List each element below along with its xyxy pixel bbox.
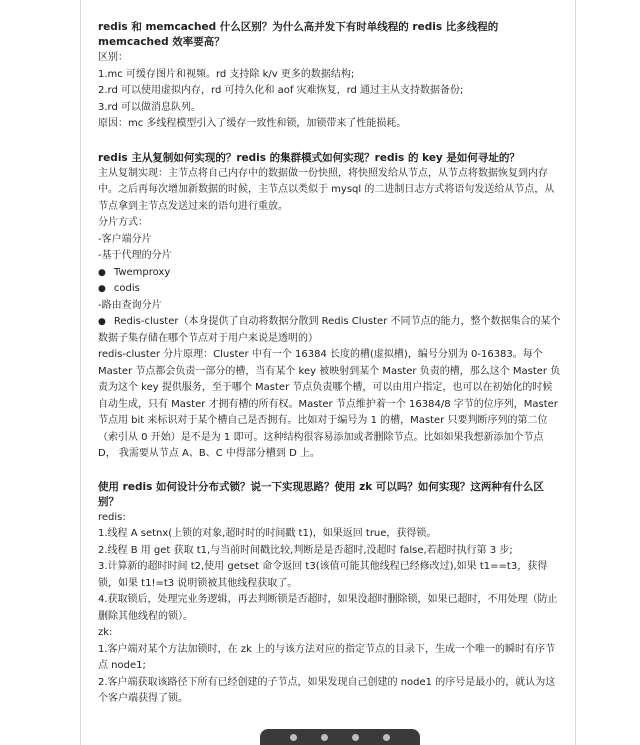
text-line: 3.rd 可以做消息队列。 — [98, 101, 202, 113]
toolbar-dot-icon[interactable] — [290, 734, 297, 741]
question-heading: redis 和 memcached 什么区别？为什么高并发下有时单线程的 redis 比多线程的 memcached 效率要高？ — [98, 21, 499, 48]
text-line: zk: — [98, 627, 113, 638]
text-line: 区别： — [98, 52, 128, 63]
toolbar-dot-icon[interactable] — [383, 734, 390, 741]
toolbar-dot-icon[interactable] — [352, 734, 359, 741]
section-distributed-lock — [98, 480, 562, 708]
question-heading: redis 主从复制如何实现的？redis 的集群模式如何实现？redis 的 key 是如何寻址的？ — [98, 151, 520, 164]
bullet-item: ● Redis-cluster（本身提供了自动将数据分散到 Redis Cluster 不同节点的能力，整个数据集合的某个数据子集存储在哪个节点对于用户来说是透明的） — [98, 314, 562, 347]
text-line: 原因：mc 多线程模型引入了缓存一致性和锁，加锁带来了性能损耗。 — [98, 118, 407, 129]
bullet-item: ● codis — [98, 281, 562, 298]
spacer — [98, 133, 562, 151]
bullet-item: ● Twemproxy — [98, 265, 562, 282]
list-item: 1.客户端对某个方法加锁时，在 zk 上的与该方法对应的指定节点的目录下，生成一个唯一的瞬时有序节点 node1; — [98, 643, 555, 671]
list-item: 3.计算新的超时时间 t2,使用 getset 命令返回 t3(该值可能其他线程已经修改过),如果 t1==t3，获得锁，如果 t1!=t3 说明锁被其他线程获取了。 — [98, 561, 548, 589]
text-line: 2.rd 可以使用虚拟内存，rd 可持久化和 aof 灾难恢复，rd 通过主从支持数据备份; — [98, 85, 464, 96]
list-item: -路由查询分片 — [98, 299, 162, 311]
text-line: 1.mc 可缓存图片和视频。rd 支持除 k/v 更多的数据结构; — [98, 68, 355, 80]
list-item: -客户端分片 — [98, 233, 152, 245]
paragraph: 主从复制实现：主节点将自己内存中的数据做一份快照，将快照发给从节点，从节点将数据恢复到内存中。之后再每次增加新数据的时候，主节点以类似于 mysql 的二进制日志方式将语句发送给从节点，从节点拿到主节点发送过来的语句进行重放。 — [98, 167, 555, 212]
text-line: 分片方式： — [98, 217, 148, 228]
list-item: 1.线程 A setnx(上锁的对象,超时时的时间戳 t1)，如果返回 true，获得锁。 — [98, 528, 437, 539]
section-redis-vs-memcached — [98, 20, 562, 133]
list-item: -基于代理的分片 — [98, 250, 172, 261]
spacer — [98, 463, 562, 480]
list-item: 2.线程 B 用 get 获取 t1,与当前时间戳比较,判断是是否超时,没超时 false,若超时执行第 3 步; — [98, 544, 513, 556]
list-item: 2.客户端获取该路径下所有已经创建的子节点，如果发现自己创建的 node1 的序号是最小的，就认为这个客户端获得了锁。 — [98, 676, 556, 704]
question-heading: 使用 redis 如何设计分布式锁？说一下实现思路？使用 zk 可以吗？如何实现？这两种有什么区别？ — [98, 480, 544, 508]
text-line: redis: — [98, 511, 126, 523]
viewer-toolbar[interactable] — [260, 729, 420, 745]
paragraph: redis-cluster 分片原理：Cluster 中有一个 16384 长度的槽(虚拟槽)，编号分别为 0-16383。每个 Master 节点都会负责一部分的槽，当有某个 key 被映射到某个 Master 负责的槽，那么这个 Master 负责为这个 key 提供服务，至于哪个 Master 节点负责哪个槽，可以由用户指定，也可以在初始化的时候自动生成，只有 Master 才拥有槽的所有权。Master 节点维护着一个 16384/8 字节的位序列，Master 节点用 bit 来标识对于某个槽自己是否拥有。比如对于编号为 1 的槽，Master 只要判断序列的第二位（索引从 0 开始）是不是为 1 即可。这种结构很容易添加或者删除节点。比如如果我想新添加个节点 D， 我需要从节点 A、B、C 中得部分槽到 D 上。 — [98, 349, 562, 459]
list-item: 4.获取锁后，处理完业务逻辑，再去判断锁是否超时，如果没超时删除锁，如果已超时，不用处理（防止删除其他线程的锁）。 — [98, 594, 558, 622]
toolbar-dot-icon[interactable] — [321, 734, 328, 741]
section-redis-replication-cluster — [98, 151, 562, 463]
